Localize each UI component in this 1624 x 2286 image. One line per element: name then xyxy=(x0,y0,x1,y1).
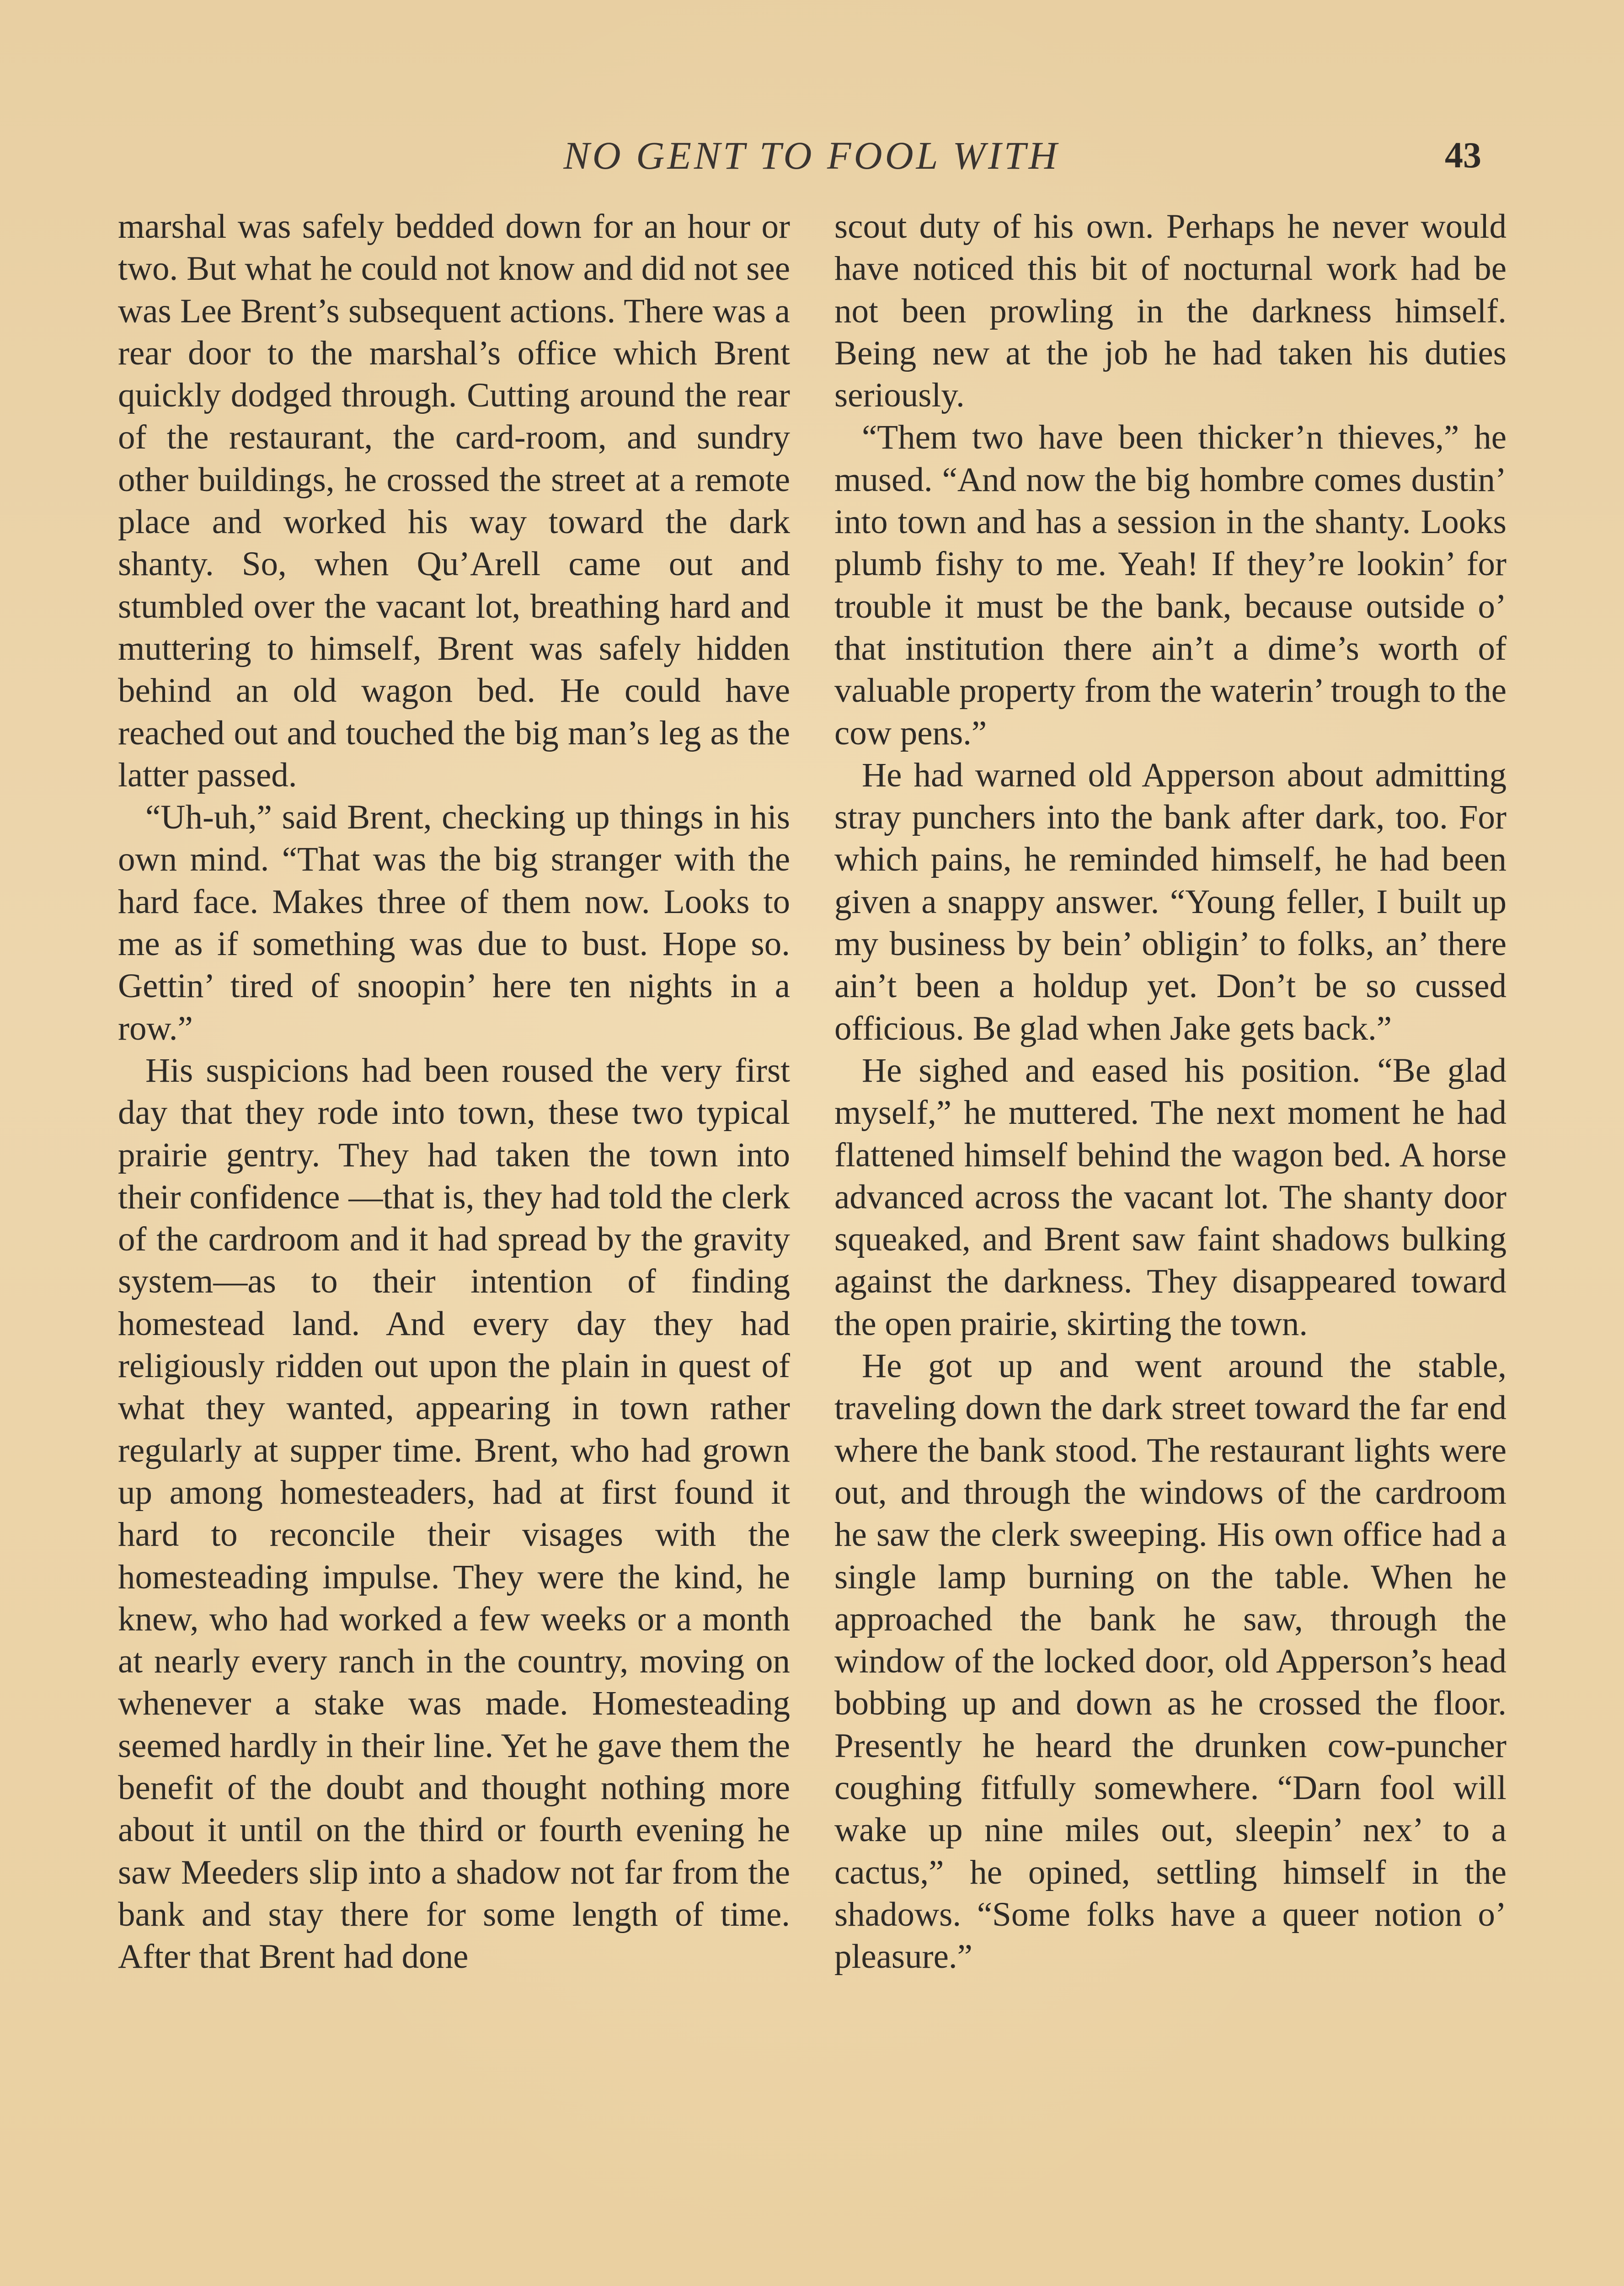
page-number: 43 xyxy=(1445,135,1481,176)
left-column xyxy=(118,206,790,1978)
right-column xyxy=(834,206,1506,1978)
paragraph: He had warned old Apperson about admitting stray punchers into the bank after dark, too. For which pains, he reminded himself, he had been given a snappy answer. “Young feller, I built up my business by bein’ obligin’ to folks, an’ there ain’t been a holdup yet. Don’t be so cussed officious. Be glad when Jake gets back.” xyxy=(834,756,1506,1047)
running-title: NO GENT TO FOOL WITH xyxy=(563,134,1060,177)
page-header xyxy=(0,123,1624,187)
paragraph: He sighed and eased his position. “Be glad myself,” he muttered. The next moment he had flattened himself behind the wagon bed. A horse advanced across the vacant lot. The shanty door squeaked, and Brent saw faint shadows bulking against the darkness. They disappeared toward the open prairie, skirting the town. xyxy=(834,1051,1506,1343)
paragraph: scout duty of his own. Perhaps he never would have noticed this bit of nocturnal work had be not been prowling in the darkness himself. Being new at the job he had taken his duties seriously. xyxy=(834,208,1506,415)
paragraph: “Them two have been thicker’n thieves,” he mused. “And now the big hombre comes dustin’ into town and has a session in the shanty. Looks plumb fishy to me. Yeah! If they’re lookin’ for trouble it must be the bank, because outside o’ that institution there ain’t a dime’s worth of valuable property from the waterin’ trough to the cow pens.” xyxy=(834,418,1506,752)
paragraph: “Uh-uh,” said Brent, checking up things in his own mind. “That was the big stranger with the hard face. Makes three of them now. Looks to me as if something was due to bust. Hope so. Gettin’ tired of snoopin’ here ten nights in a row.” xyxy=(118,798,790,1047)
paragraph: He got up and went around the stable, traveling down the dark street toward the far end where the bank stood. The restaurant lights were out, and through the windows of the cardroom he saw the clerk sweeping. His own office had a single lamp burning on the table. When he approached the bank he saw, through the window of the locked door, old Apperson’s head bobbing up and down as he crossed the floor. Presently he heard the drunken cow-puncher coughing fitfully somewhere. “Darn fool will wake up nine miles out, sleepin’ nex’ to a cactus,” he opined, settling himself in the shadows. “Some folks have a queer notion o’ pleasure.” xyxy=(834,1347,1506,1976)
paragraph: His suspicions had been roused the very first day that they rode into town, these two typical prairie gentry. They had taken the town into their confidence —that is, they had told the clerk of the cardroom and it had spread by the gravity system—as to their intention of finding homestead land. And every day they had religiously ridden out upon the plain in quest of what they wanted, appearing in town rather regularly at supper time. Brent, who had grown up among homesteaders, had at first found it hard to reconcile their visages with the homesteading impulse. They were the kind, he knew, who had worked a few weeks or a month at nearly every ranch in the country, moving on whenever a stake was made. Homesteading seemed hardly in their line. Yet he gave them the benefit of the doubt and thought nothing more about it until on the third or fourth evening he saw Meeders slip into a shadow not far from the bank and stay there for some length of time. After that Brent had done xyxy=(118,1051,790,1976)
paragraph: marshal was safely bedded down for an hour or two. But what he could not know and did not see was Lee Brent’s subsequent actions. There was a rear door to the marshal’s office which Brent quickly dodged through. Cutting around the rear of the restaurant, the card-room, and sundry other buildings, he crossed the street at a remote place and worked his way toward the dark shanty. So, when Qu’Arell came out and stumbled over the vacant lot, breathing hard and muttering to himself, Brent was safely hidden behind an old wagon bed. He could have reached out and touched the big man’s leg as the latter passed. xyxy=(118,208,790,794)
